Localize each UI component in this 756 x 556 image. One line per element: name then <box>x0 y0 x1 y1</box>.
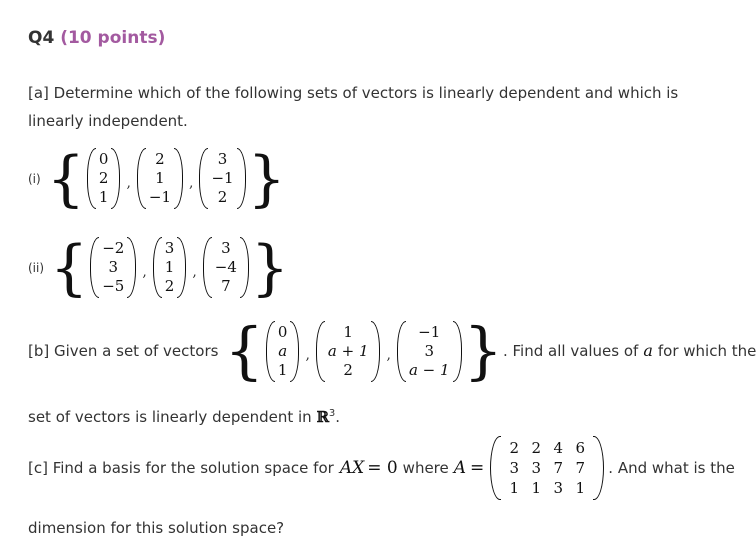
equation-rhs: = 0 <box>367 458 398 478</box>
left-brace: { <box>224 314 264 387</box>
vector-entry: 2 <box>155 150 165 168</box>
vector-entry: 2 <box>343 360 353 379</box>
vector-entry: 3 <box>221 239 231 257</box>
question-number: Q4 <box>28 28 55 48</box>
part-c-line-2: dimension for this solution space? <box>28 519 285 537</box>
matrix-entry: 2 <box>531 439 542 457</box>
matrix-entry: 4 <box>553 439 564 457</box>
part-a-text: [a] Determine which of the following sets of vectors is linearly dependent and which is linearly independent. <box>28 84 679 130</box>
part-b-line-1: [b] Given a set of vectors { 0 a 1 , 1 a + 1 2 , −1 3 a − 1 } . Find all values of a for which the <box>28 314 756 387</box>
matrix-entry: 2 <box>509 439 520 457</box>
vector <box>90 237 136 298</box>
matrix-entry: 3 <box>553 479 564 497</box>
vector-entry: a <box>278 341 288 360</box>
vector-entry: a − 1 <box>408 360 450 379</box>
left-brace: { <box>46 143 85 214</box>
set-i-label: (i) <box>28 171 41 186</box>
vector-entry: 2 <box>164 277 175 295</box>
vector-entry: 1 <box>98 188 109 206</box>
vector <box>153 237 187 298</box>
vector-entry: −1 <box>211 169 234 187</box>
vector <box>266 321 300 382</box>
part-b-prefix: [b] Given a set of vectors <box>28 342 219 360</box>
vector-entry: 7 <box>221 277 231 295</box>
vector-entry: 3 <box>424 341 434 360</box>
vector-entry: 0 <box>98 150 109 168</box>
matrix-entry: 1 <box>509 479 520 497</box>
right-brace: } <box>250 232 290 303</box>
matrix-entry: 7 <box>553 459 564 477</box>
vector <box>203 237 249 298</box>
vector-entry: −5 <box>102 277 125 295</box>
right-brace: } <box>463 314 503 387</box>
vector-entry: a + 1 <box>327 341 369 360</box>
set-ii-label: (ii) <box>28 260 45 275</box>
vector-entry: 3 <box>164 239 175 257</box>
vector-entry: −1 <box>418 322 441 341</box>
part-c-suffix: . And what is the <box>608 459 735 477</box>
part-b-line-2-text: set of vectors is linearly dependent in <box>28 408 312 426</box>
part-c-prefix: [c] Find a basis for the solution space for <box>28 459 334 477</box>
matrix-entry: 3 <box>509 459 520 477</box>
right-brace: } <box>247 143 286 214</box>
left-brace: { <box>50 232 89 303</box>
matrix-name: A <box>453 458 467 478</box>
vector-entry: 1 <box>155 169 165 187</box>
vector <box>316 321 381 382</box>
real-space-symbol: ℝ <box>316 408 329 426</box>
vector <box>199 148 245 209</box>
vector-entry: 0 <box>277 322 288 341</box>
variable-a: a <box>643 341 653 360</box>
vector-entry: 3 <box>217 150 228 168</box>
vector-entry: 2 <box>217 188 228 206</box>
part-b-suffix-2: for which the <box>657 342 756 360</box>
part-b-line-2 <box>28 400 340 431</box>
matrix-a <box>490 436 604 500</box>
vector-entry: −4 <box>214 258 237 276</box>
period: . <box>335 408 341 426</box>
set-ii: (ii) { −2 3 −5 , 3 1 2 , 3 −4 7 } <box>28 232 290 303</box>
matrix-entry: 3 <box>531 459 542 477</box>
vector-entry: 2 <box>98 169 109 187</box>
vector-entry: 1 <box>277 360 288 379</box>
matrix-entry: 7 <box>575 459 586 477</box>
part-b-suffix-1: . Find all values of <box>502 342 639 360</box>
matrix-entry: 1 <box>575 479 586 497</box>
part-c-line-1 <box>28 436 735 500</box>
set-i: (i) { 0 2 1 , 2 1 −1 , 3 −1 2 } <box>28 143 286 214</box>
matrix-entry: 6 <box>575 439 586 457</box>
vector-entry: 1 <box>164 258 175 276</box>
equals-sign: = <box>470 458 485 478</box>
question-heading <box>28 28 165 48</box>
vector-entry: 1 <box>343 322 353 341</box>
points-label: (10 points) <box>60 28 166 48</box>
vector <box>397 321 462 382</box>
vector <box>137 148 183 209</box>
vector <box>87 148 121 209</box>
equation-lhs: AX <box>339 458 365 478</box>
vector-entry: 3 <box>108 258 119 276</box>
matrix-entry: 1 <box>531 479 542 497</box>
vector-entry: −2 <box>102 239 125 257</box>
vector-entry: −1 <box>148 188 172 206</box>
where-text: where <box>402 459 449 477</box>
real-space-exponent: 3 <box>328 408 336 419</box>
